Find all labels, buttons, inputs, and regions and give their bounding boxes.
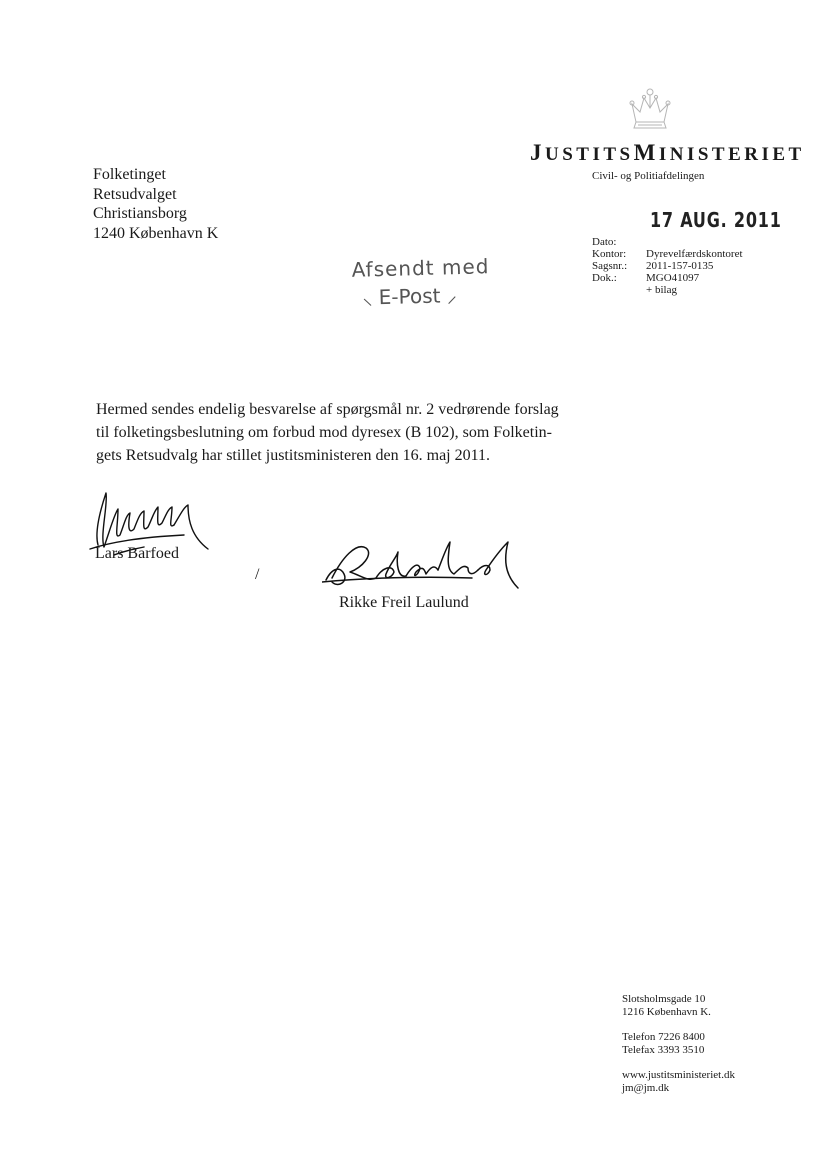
case-meta <box>592 236 743 296</box>
stamp-tick-icon: ⸝ <box>440 283 458 308</box>
meta-row-document <box>592 272 743 284</box>
recipient-address <box>93 165 218 243</box>
sender-stamp <box>351 252 490 312</box>
footer-website: www.justitsministeriet.dk <box>622 1069 735 1081</box>
meta-row-date <box>592 236 743 248</box>
footer-email: jm@jm.dk <box>622 1081 670 1094</box>
footer-city: 1216 København K. <box>622 1005 711 1018</box>
footer-street: Slotsholmsgade 10 <box>622 993 706 1005</box>
body-line: til folketingsbeslutning om forbud mod dyresex (B 102), som Folketin- <box>96 424 552 441</box>
meta-attachment: + bilag <box>646 284 677 296</box>
meta-value: MGO41097 <box>646 272 700 284</box>
recipient-line: Christiansborg <box>93 205 187 222</box>
ministry-contact-footer <box>622 993 735 1094</box>
signer-name: Lars Barfoed <box>95 545 179 562</box>
letter-body <box>96 398 616 467</box>
meta-label: Sagsnr.: <box>592 260 628 272</box>
recipient-line: Folketinget <box>93 166 166 183</box>
meta-label: Kontor: <box>592 248 627 260</box>
recipient-line: Retsudvalget <box>93 185 177 203</box>
sender-stamp-line: Afsendt med <box>351 254 490 282</box>
ministry-name: JUSTITSMINISTERIET <box>530 140 805 165</box>
signer-name: Rikke Freil Laulund <box>339 594 469 611</box>
meta-value: Dyrevelfærdskontoret <box>646 248 743 260</box>
footer-phone: Telefon 7226 8400 <box>622 1031 705 1043</box>
recipient-line: 1240 København K <box>93 224 219 242</box>
footer-fax: Telefax 3393 3510 <box>622 1043 705 1056</box>
department-name: Civil- og Politiafdelingen <box>592 170 705 182</box>
stamp-tick-icon: ⸜ <box>362 285 380 310</box>
body-line: gets Retsudvalg har stillet justitsministeren den 16. maj 2011. <box>96 447 491 464</box>
meta-row-case-number <box>592 260 743 272</box>
signature-separator: / <box>255 566 260 583</box>
royal-crown-icon <box>626 84 674 134</box>
body-line: Hermed sendes endelig besvarelse af spørgsmål nr. 2 vedrørende forslag <box>96 401 559 418</box>
meta-value: 2011-157-0135 <box>646 260 714 272</box>
meta-label: Dato: <box>592 236 617 248</box>
date-stamp: 17 AUG. 2011 <box>650 208 782 232</box>
meta-label: Dok.: <box>592 272 617 284</box>
meta-row-office <box>592 248 743 260</box>
sender-stamp-line: ⸜ E-Post ⸝ <box>362 283 458 310</box>
